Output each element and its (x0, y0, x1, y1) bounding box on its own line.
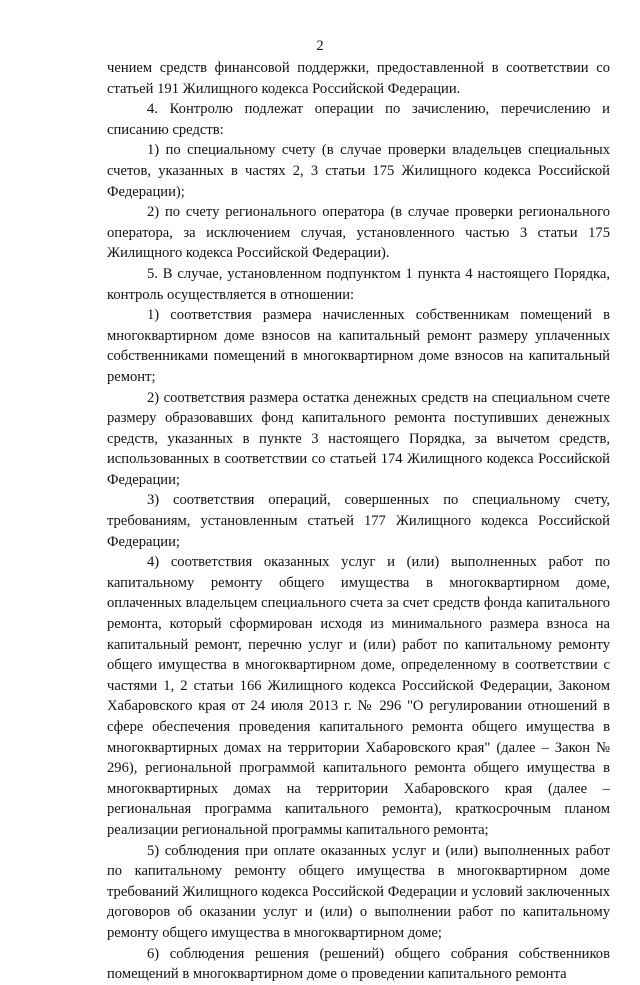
paragraph-item-5: 5. В случае, установленном подпунктом 1 пункта 4 настоящего Порядка, контроль осуществляется в отношении: (107, 265, 610, 303)
paragraph-item-4-2: 2) по счету регионального оператора (в случае проверки регионального оператора, за исключением случая, установленного частью 3 статьи 175 Жилищного кодекса Российской Федерации). (107, 204, 610, 262)
page-number: 2 (316, 38, 324, 54)
paragraph-item-5-5: 5) соблюдения при оплате оказанных услуг и (или) выполненных работ по капитальному ремонту общего имущества в многоквартирном доме требований Жилищного кодекса Российской Федерации и условий заключенных договоров об оказании услуг и (или) о выполнении работ по капитальному ремонту общего имущества в многоквартирном доме; (107, 842, 610, 941)
paragraph-item-4: 4. Контролю подлежат операции по зачислению, перечислению и списанию средств: (107, 101, 610, 138)
document-body (107, 58, 610, 985)
paragraph-item-5-6: 6) соблюдения решения (решений) общего собрания собственников помещений в многоквартирном доме о проведении капитального ремонта (107, 945, 610, 983)
paragraph-item-4-1: 1) по специальному счету (в случае проверки владельцев специальных счетов, указанных в частях 2, 3 статьи 175 Жилищного кодекса Российской Федерации); (107, 142, 610, 200)
paragraph-item-5-4: 4) соответствия оказанных услуг и (или) выполненных работ по капитальному ремонту общего имущества в многоквартирном доме, оплаченных владельцем специального счета за счет средств фонда капитального ремонта, который сформирован исходя из минимального размера взноса на капитальный ремонт, перечню услуг и (или) работ по капитальному ремонту общего имущества в многоквартирном доме, определенному в соответствии с частями 1, 2 статьи 166 Жилищного кодекса Российской Федерации, Законом Хабаровского края от 24 июля 2013 г. № 296 "О регулировании отношений в сфере обеспечения проведения капитального ремонта общего имущества в многоквартирных домах на территории Хабаровского края" (далее – Закон № 296), региональной программой капитального ремонта общего имущества в многоквартирных домах на территории Хабаровского края (далее – региональная программа капитального ремонта), краткосрочным планом реализации региональной программы капитального ремонта; (107, 554, 610, 838)
paragraph-item-5-3: 3) соответствия операций, совершенных по специальному счету, требованиям, установленным статьей 177 Жилищного кодекса Российской Федерации; (107, 492, 610, 550)
paragraph-item-5-1: 1) соответствия размера начисленных собственникам помещений в многоквартирном доме взносов на капитальный ремонт размеру уплаченных собственниками помещений в многоквартирном доме взносов на капитальный ремонт; (107, 307, 610, 385)
paragraph-item-5-2: 2) соответствия размера остатка денежных средств на специальном счете размеру образовавших фонд капитального ремонта поступивших денежных средств, указанных в пункте 3 настоящего Порядка, за вычетом средств, использованных в соответствии со статьей 174 Жилищного кодекса Российской Федерации; (107, 389, 610, 488)
paragraph-continuation: чением средств финансовой поддержки, предоставленной в соответствии со статьей 191 Жилищного кодекса Российской Федерации. (107, 60, 610, 97)
